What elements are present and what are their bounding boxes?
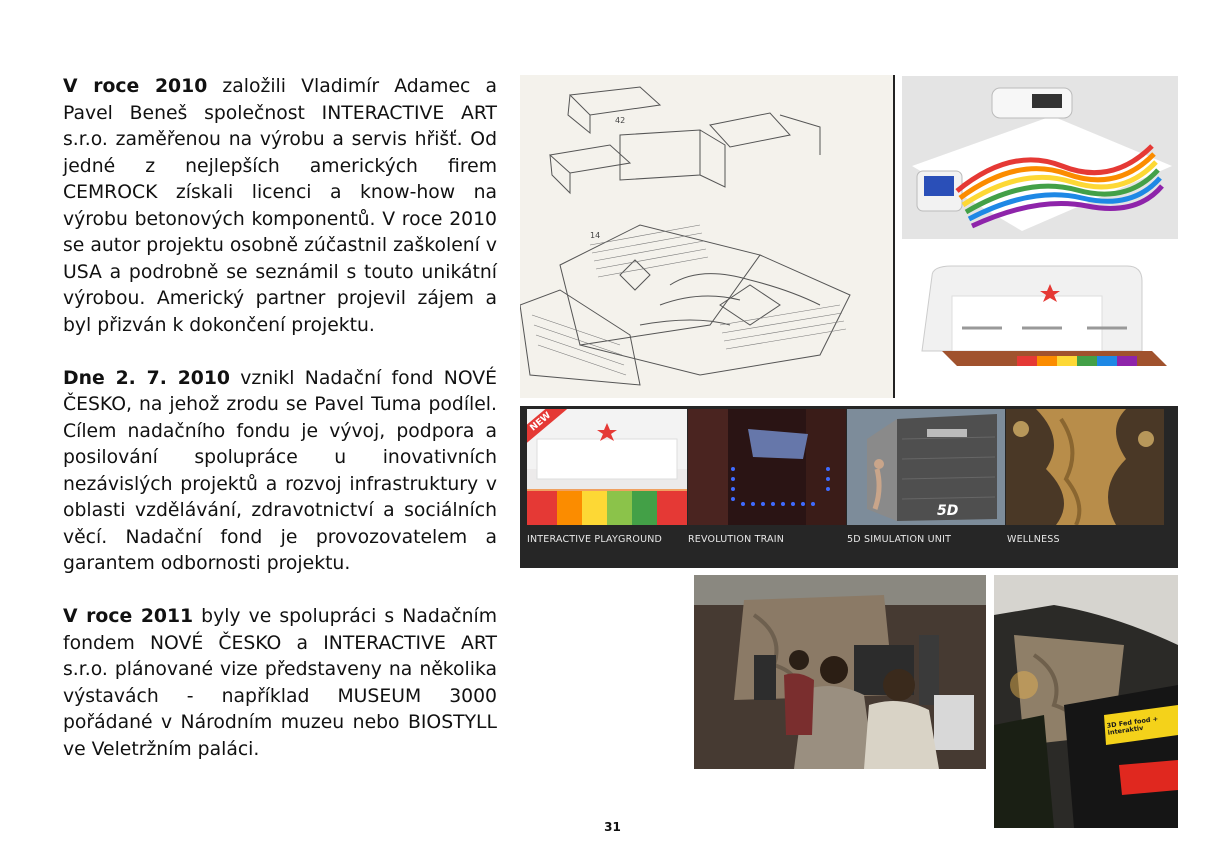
new-badge: NEW [527,409,567,445]
text-column [63,74,497,790]
products-banner [520,406,1178,568]
paragraph-lead: Dne 2. 7. 2010 [63,367,230,389]
exhibition-photo [694,575,986,769]
caption-wellness: WELLNESS [1007,534,1060,545]
paragraph-nadacni-fond [63,366,497,578]
paragraph-body: vznikl Nadační fond NOVÉ ČESKO, na jehož zrodu se Pavel Tuma podílel. Cílem nadačního fondu je vývoj, podpora a posilování spolupráce u inovativních nezávislých projektů a rozvoj infrastruktury v oblasti vzdělávání, zdravotnictví a sociálních věcí. Nadační fond je provozovatelem a garantem odbornosti projektu. [63,367,497,574]
banner-panel-wellness [1006,409,1164,525]
paragraph-2010 [63,74,497,339]
caption-interactive-playground: INTERACTIVE PLAYGROUND [527,534,663,545]
paragraph-body: byly ve spolupráci s Nadačním fondem NOVÉ ČESKO a INTERACTIVE ART s.r.o. plánované vize představeny na několika výstavách - například MUSEUM 3000 pořádané v Národním muzeu nebo BIOSTYLL ve Veletržním paláci. [63,606,497,760]
paragraph-body: založili Vladimír Adamec a Pavel Beneš společnost INTERACTIVE ART s.r.o. zaměřenou na výrobu a servis hřišť. Od jedné z nejlepších amerických firem CEMROCK získali licenci a know-how na výrobu betonových komponentů. V roce 2010 se autor projektu osobně zúčastnil zaškolení v USA a podrobně se seznámil s touto unikátní výrobou. Americký partner projevil zájem a byl přizván k dokončení projektu. [63,76,497,336]
wellness-wall-photo [994,575,1178,828]
banner-panel-train [688,409,846,525]
caption-revolution-train: REVOLUTION TRAIN [688,534,785,545]
pavilion-render-image [902,256,1178,386]
paragraph-lead: V roce 2011 [63,606,194,627]
sign-text: 3D Fed food + interaktiv [1106,714,1159,737]
paragraph-lead: V roce 2010 [63,76,208,97]
paragraph-2011 [63,604,497,763]
svg-text:14: 14 [590,231,601,240]
playground-render-image [902,76,1178,239]
svg-text:42: 42 [615,116,626,125]
caption-5d-simulation-unit: 5D SIMULATION UNIT [847,534,952,545]
page-number: 31 [604,820,621,834]
banner-panel-5d [847,409,1005,525]
5d-label: 5D [937,503,959,519]
banner-panel-playground [527,409,687,525]
pencil-sketch-image [520,75,895,398]
